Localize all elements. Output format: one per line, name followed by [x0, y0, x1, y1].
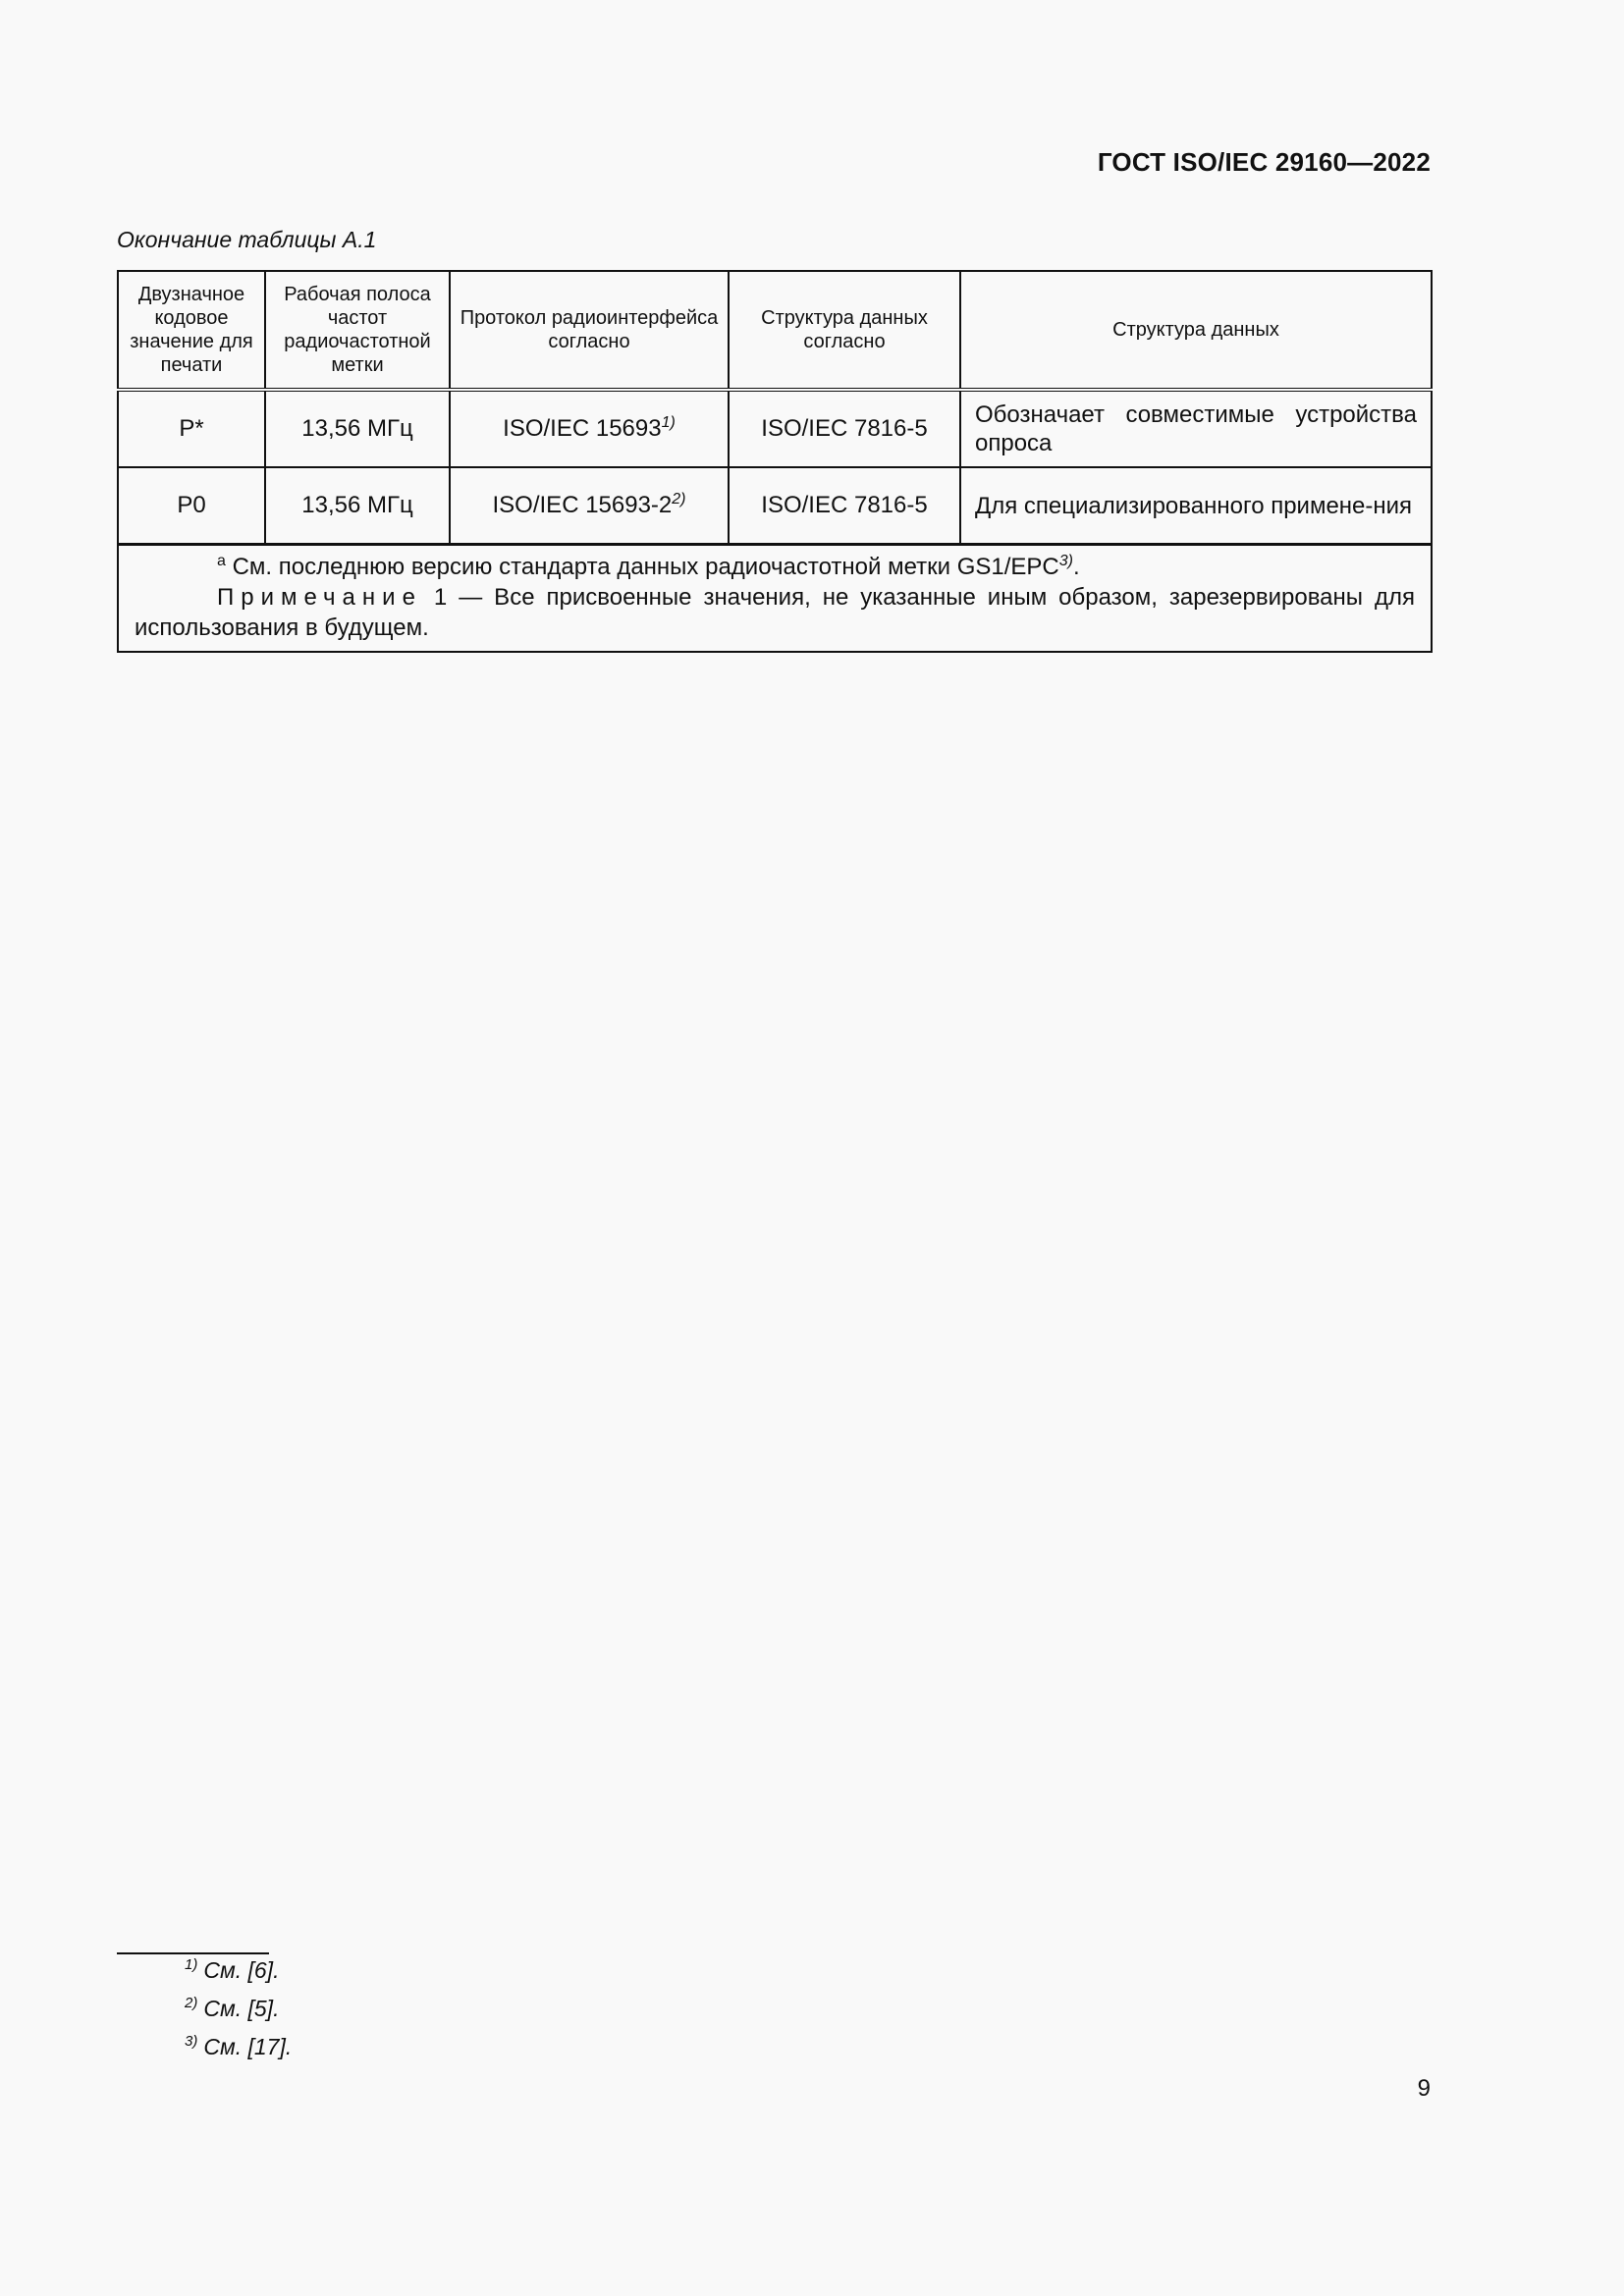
note-number: 1	[433, 584, 448, 611]
table-notes	[118, 545, 1432, 653]
cell-description: Обозначает совместимые устройства опроса	[960, 390, 1432, 467]
protocol-text: ISO/IEC 15693-2	[492, 492, 673, 518]
note-a-end: .	[1072, 554, 1080, 580]
table-notes-row	[118, 545, 1432, 653]
column-header: Структура данных	[960, 271, 1432, 390]
column-header: Протокол радиоинтерфейса согласно	[450, 271, 729, 390]
footnote	[185, 1957, 279, 1984]
footnote-marker: 3)	[185, 2033, 198, 2050]
note-1	[135, 582, 1415, 643]
cell-code: P*	[118, 390, 265, 467]
footnote-ref: 1)	[661, 414, 676, 431]
cell-code: P0	[118, 467, 265, 545]
footnote-ref: 3)	[1058, 553, 1073, 569]
note-a-marker: a	[217, 553, 226, 569]
protocol-text: ISO/IEC 15693	[503, 415, 662, 442]
footnote-text: См. [6].	[203, 1957, 280, 1983]
table-row	[118, 390, 1432, 467]
cell-band: 13,56 МГц	[265, 390, 450, 467]
footnote	[185, 1996, 279, 2022]
cell-band: 13,56 МГц	[265, 467, 450, 545]
column-header: Двузначное кодовое значение для печати	[118, 271, 265, 390]
cell-structure-std: ISO/IEC 7816-5	[729, 390, 960, 467]
footnote-marker: 1)	[185, 1956, 198, 1973]
table-row	[118, 467, 1432, 545]
footnote-divider	[117, 1952, 269, 1954]
footnote-marker: 2)	[185, 1995, 198, 2011]
document-code: ГОСТ ISO/IEC 29160—2022	[1097, 147, 1431, 177]
cell-structure-std: ISO/IEC 7816-5	[729, 467, 960, 545]
cell-protocol	[450, 467, 729, 545]
footnote-text: См. [5].	[203, 1996, 280, 2021]
data-table	[117, 270, 1433, 653]
table-caption: Окончание таблицы А.1	[117, 227, 377, 252]
note-text: — Все присвоенные значения, не указанные иным образом, зарезервированы для использования в будущем.	[135, 584, 1415, 641]
footnote	[185, 2034, 292, 2060]
column-header: Рабочая полоса частот радиочастотной метки	[265, 271, 450, 390]
footnote-text: См. [17].	[203, 2034, 293, 2059]
page-number: 9	[1417, 2075, 1431, 2102]
note-a-text: См. последнюю версию стандарта данных радиочастотной метки GS1/EPC	[232, 554, 1059, 580]
note-label: Примечание	[217, 584, 422, 611]
cell-protocol	[450, 390, 729, 467]
table-header-row	[118, 271, 1432, 390]
footnote-ref: 2)	[672, 491, 686, 507]
note-a	[135, 552, 1415, 582]
cell-description: Для специализированного примене-ния	[960, 467, 1432, 545]
column-header: Структура данных согласно	[729, 271, 960, 390]
